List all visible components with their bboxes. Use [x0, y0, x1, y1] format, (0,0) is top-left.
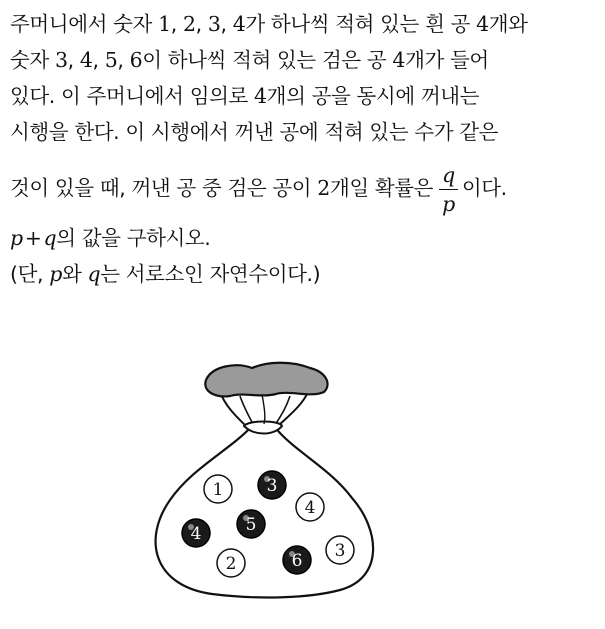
black-ball [258, 471, 286, 499]
problem-line-3 [10, 78, 600, 114]
text-segment: 는 서로소인 자연수이다.) [100, 262, 321, 286]
number: 3 [207, 12, 221, 36]
white-ball [204, 475, 232, 503]
text-segment: , [195, 12, 208, 36]
text-segment: 이 하나씩 적혀 있는 검은 공 [142, 48, 393, 72]
problem-line-6 [10, 220, 600, 256]
text-segment: , [220, 12, 233, 36]
white-ball [326, 536, 354, 564]
number: 4 [232, 12, 246, 36]
black-ball [182, 519, 210, 547]
text-segment: 와 [61, 262, 88, 286]
plus-operator: + [24, 226, 42, 250]
ball-label: 3 [334, 541, 346, 561]
text-segment: , [170, 12, 183, 36]
number: 6 [129, 48, 143, 72]
text-segment: 개가 들어 [405, 48, 489, 72]
number: 4 [392, 48, 406, 72]
ball-label: 4 [304, 498, 316, 518]
text-segment: 개와 [488, 12, 528, 36]
ball-label: 3 [266, 476, 278, 496]
black-ball [237, 510, 265, 538]
number: 2 [317, 176, 330, 200]
text-segment: 가 하나씩 적혀 있는 흰 공 [245, 12, 477, 36]
white-ball [296, 493, 324, 521]
problem-line-1 [10, 6, 600, 42]
text-segment: 시행을 한다. 이 시행에서 꺼낸 공에 적혀 있는 수가 같은 [10, 120, 499, 144]
variable: q [87, 262, 101, 286]
number: 4 [476, 12, 489, 36]
number: 1 [158, 12, 171, 36]
text-segment: (단, [10, 262, 50, 286]
problem-line-4 [10, 114, 600, 150]
ball-label: 6 [291, 551, 303, 571]
ball-label: 4 [190, 524, 202, 544]
text-segment: 의 값을 구하시오. [56, 226, 211, 250]
number: 4 [254, 84, 267, 108]
problem-line-5 [10, 158, 600, 218]
probability-fraction [439, 163, 458, 216]
number: 5 [104, 48, 118, 72]
problem-line-7 [10, 256, 600, 292]
bag-body [156, 426, 374, 597]
variable: q [43, 226, 57, 250]
fraction-denominator: p [442, 191, 455, 216]
variable: p [10, 226, 23, 250]
text-segment: 이다. [461, 176, 507, 200]
black-ball [283, 546, 311, 574]
ball-label: 1 [212, 480, 224, 500]
white-ball [217, 549, 245, 577]
variable: p [49, 262, 62, 286]
text-segment: 있다. 이 주머니에서 임의로 [10, 84, 255, 108]
text-segment: 것이 있을 때, 꺼낸 공 중 검은 공이 [10, 176, 318, 200]
problem-line-2 [10, 42, 600, 78]
bag-opening [205, 363, 327, 397]
number: 4 [79, 48, 93, 72]
problem-text [10, 6, 600, 292]
bag-figure [140, 350, 390, 605]
text-segment: 주머니에서 숫자 [10, 12, 159, 36]
text-segment: 개일 확률은 [329, 176, 434, 200]
text-segment: , [92, 48, 105, 72]
bag-illustration [140, 350, 390, 605]
fraction-numerator: q [439, 163, 458, 190]
text-segment: 숫자 [10, 48, 55, 72]
number: 2 [182, 12, 196, 36]
number: 3 [54, 48, 68, 72]
ball-label: 2 [225, 554, 237, 574]
text-segment: , [117, 48, 130, 72]
ball-label: 5 [245, 515, 257, 535]
text-segment: , [67, 48, 80, 72]
text-segment: 개의 공을 동시에 꺼내는 [266, 84, 480, 108]
